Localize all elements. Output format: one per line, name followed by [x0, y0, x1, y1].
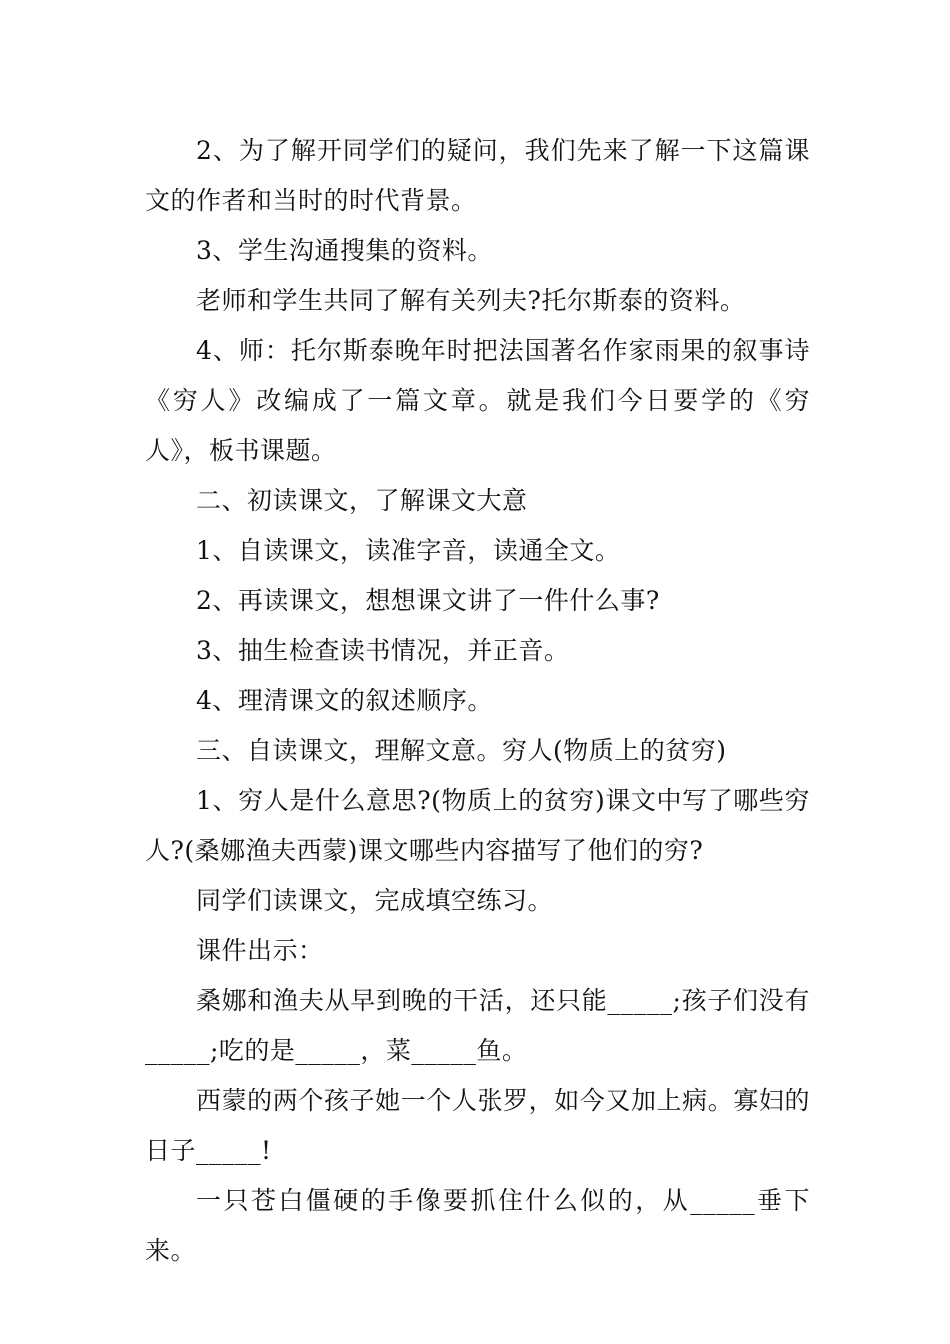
paragraph-meaning-of-poor: 1、穷人是什么意思?(物质上的贫穷)课文中写了哪些穷人?(桑娜渔夫西蒙)课文哪些内容描写了他们的穷?	[145, 786, 810, 865]
paragraph-tolstoy-materials: 老师和学生共同了解有关列夫?托尔斯泰的资料。	[196, 286, 746, 315]
paragraph-reread: 2、再读课文，想想课文讲了一件什么事?	[196, 586, 660, 615]
paragraph-check-reading: 3、抽生检查读书情况，并正音。	[196, 636, 570, 665]
paragraph-share-materials: 3、学生沟通搜集的资料。	[196, 236, 493, 265]
paragraph-teacher-intro: 4、师：托尔斯泰晚年时把法国著名作家雨果的叙事诗《穷人》改编成了一篇文章。就是我们今日要学的《穷人》，板书课题。	[145, 336, 810, 465]
paragraph-pale-hand: 一只苍白僵硬的手像要抓住什么似的，从_____垂下来。	[145, 1186, 810, 1265]
paragraph-courseware: 课件出示：	[196, 936, 324, 965]
paragraph-self-read: 1、自读课文，读准字音，读通全文。	[196, 536, 621, 565]
section-heading-first-reading: 二、初读课文，了解课文大意	[196, 486, 528, 515]
paragraph-fill-in-exercise: 同学们读课文，完成填空练习。	[196, 886, 554, 915]
paragraph-simon: 西蒙的两个孩子她一个人张罗，如今又加上病。寡妇的日子_____!	[145, 1086, 810, 1165]
paragraph-narrative-order: 4、理清课文的叙述顺序。	[196, 686, 493, 715]
paragraph-author-background: 2、为了解开同学们的疑问，我们先来了解一下这篇课文的作者和当时的时代背景。	[145, 136, 810, 215]
paragraph-sanna-fisherman: 桑娜和渔夫从早到晚的干活，还只能_____;孩子们没有_____;吃的是_____，菜_____鱼。	[145, 986, 810, 1065]
section-heading-understanding: 三、自读课文，理解文意。穷人(物质上的贫穷)	[196, 736, 727, 765]
